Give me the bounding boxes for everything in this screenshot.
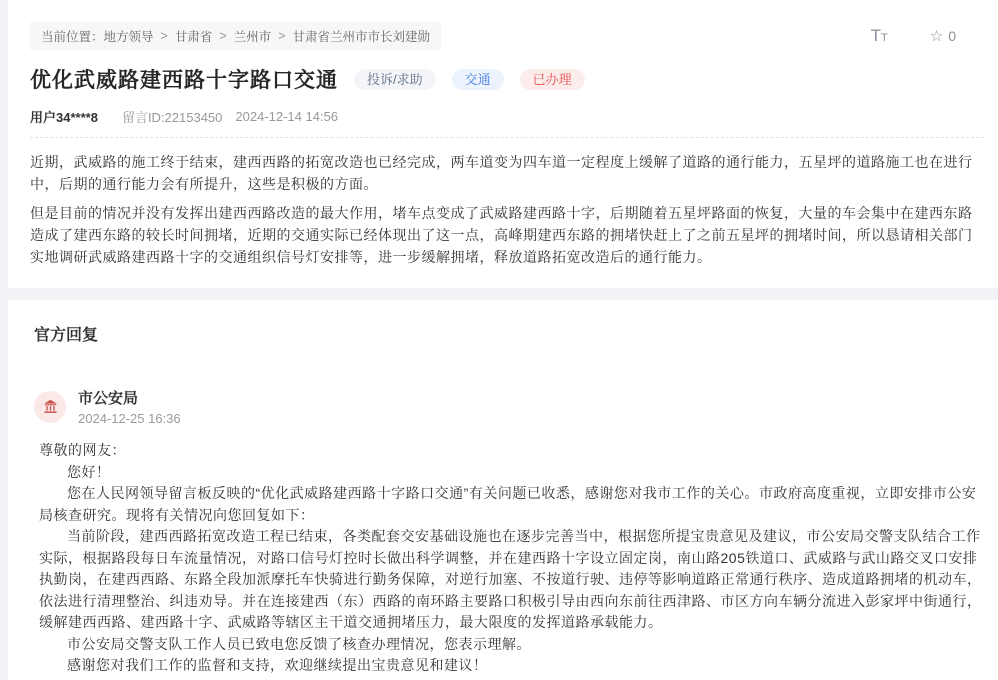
page-title: 优化武威路建西路十字路口交通 xyxy=(30,69,338,92)
divider xyxy=(30,137,984,138)
status-badge-handled: 已办理 xyxy=(520,69,585,90)
font-size-big-letter: T xyxy=(870,26,882,45)
reply-author: 市公安局 xyxy=(78,390,139,407)
message-id: 留言ID:22153450 xyxy=(121,110,223,125)
post-meta xyxy=(30,107,984,126)
breadcrumb-item-city[interactable]: 兰州市 xyxy=(233,30,272,44)
government-avatar xyxy=(34,391,66,423)
reply-date: 2024-12-25 16:36 xyxy=(78,411,181,426)
star-count: 0 xyxy=(948,28,956,44)
font-size-small-letter: T xyxy=(881,32,888,44)
post-body xyxy=(30,151,984,268)
breadcrumb-separator: > xyxy=(278,29,286,43)
reply-paragraph: 市公安局交警支队工作人员已致电您反馈了核查办理情况，您表示理解。 xyxy=(67,635,531,652)
reply-paragraph: 当前阶段，建西西路拓宽改造工程已结束，各类配套交安基础设施也在逐步完善当中，根据您所提宝贵意见及建议，市公安局交警支队结合工作实际，根据路段每日车流量情况，对路口信号灯控时长做出科学调整，并在建西路十字设立固定岗，南山路205铁道口、武威路与武山路交叉口安排执勤岗，在建西西路、东路全段加派摩托车快骑进行勤务保障，对逆行加塞、不按道行驶、违停等影响道路正常通行秩序、造成道路拥堵的机动车，依法进行清理整治、纠违劝导。并在连接建西（东）西路的南环路主要路口积极引导由西向东前往西津路、市区方向车辆分流进入彭家坪中街通行，缓解建西西路、建西路十字、武威路等辖区主干道交通拥堵压力，最大限度的发挥道路承载能力。 xyxy=(39,528,982,630)
breadcrumb-separator: > xyxy=(160,29,168,43)
reply-paragraph: 您在人民网领导留言板反映的“优化武威路建西路十字路口交通”有关问题已收悉，感谢您对我市工作的关心。市政府高度重视，立即安排市公安局核查研究。现将有关情况向您回复如下： xyxy=(39,485,977,523)
reply-paragraph: 感谢您对我们工作的监督和支持，欢迎继续提出宝贵意见和建议！ xyxy=(67,657,488,673)
reply-section-heading: 官方回复 xyxy=(34,327,99,344)
font-size-icon[interactable] xyxy=(871,27,888,45)
breadcrumb-item-mayor[interactable]: 甘肃省兰州市市长刘建勋 xyxy=(292,30,431,44)
reply-paragraph: 您好！ xyxy=(67,463,111,480)
star-button[interactable] xyxy=(930,27,956,45)
breadcrumb-item-province[interactable]: 甘肃省 xyxy=(174,30,213,44)
breadcrumb-label: 当前位置： xyxy=(41,30,104,44)
post-card xyxy=(8,0,998,288)
tag-complaint-type: 投诉/求助 xyxy=(354,69,436,90)
title-row xyxy=(30,64,984,94)
post-paragraph: 近期，武威路的施工终于结束，建西西路的拓宽改造也已经完成，两车道变为四车道一定程度上缓解了道路的通行能力，五星坪的道路施工也在进行中，后期的通行能力会有所提升，这些是积极的方面。 xyxy=(30,154,973,192)
institution-building-icon xyxy=(42,398,59,415)
top-controls xyxy=(871,27,956,45)
top-row xyxy=(30,22,984,50)
breadcrumb xyxy=(30,22,441,50)
post-paragraph: 但是目前的情况并没有发挥出建西西路改造的最大作用，堵车点变成了武威路建西路十字，后期随着五星坪路面的恢复，大量的车会集中在建西东路造成了建西东路的较长时间拥堵，近期的交通实际已经体现出了这一点，高峰期建西东路的拥堵快赶上了之前五星坪的拥堵时间，所以恳请相关部门实地调研武威路建西路十字的交通组织信号灯安排等，进一步缓解拥堵，释放道路拓宽改造后的通行能力。 xyxy=(30,205,973,265)
star-icon: ☆ xyxy=(929,28,944,45)
reply-body xyxy=(39,440,984,677)
reply-author-block xyxy=(78,387,181,426)
post-author: 用户34****8 xyxy=(30,110,98,125)
reply-paragraph: 尊敬的网友： xyxy=(39,442,126,458)
tag-category-traffic: 交通 xyxy=(452,69,504,90)
reply-header xyxy=(34,387,984,426)
post-date: 2024-12-14 14:56 xyxy=(235,109,339,124)
official-reply-card xyxy=(8,300,998,680)
breadcrumb-item-local-leaders[interactable]: 地方领导 xyxy=(103,30,154,44)
reply-item xyxy=(34,387,984,677)
breadcrumb-separator: > xyxy=(219,29,227,43)
